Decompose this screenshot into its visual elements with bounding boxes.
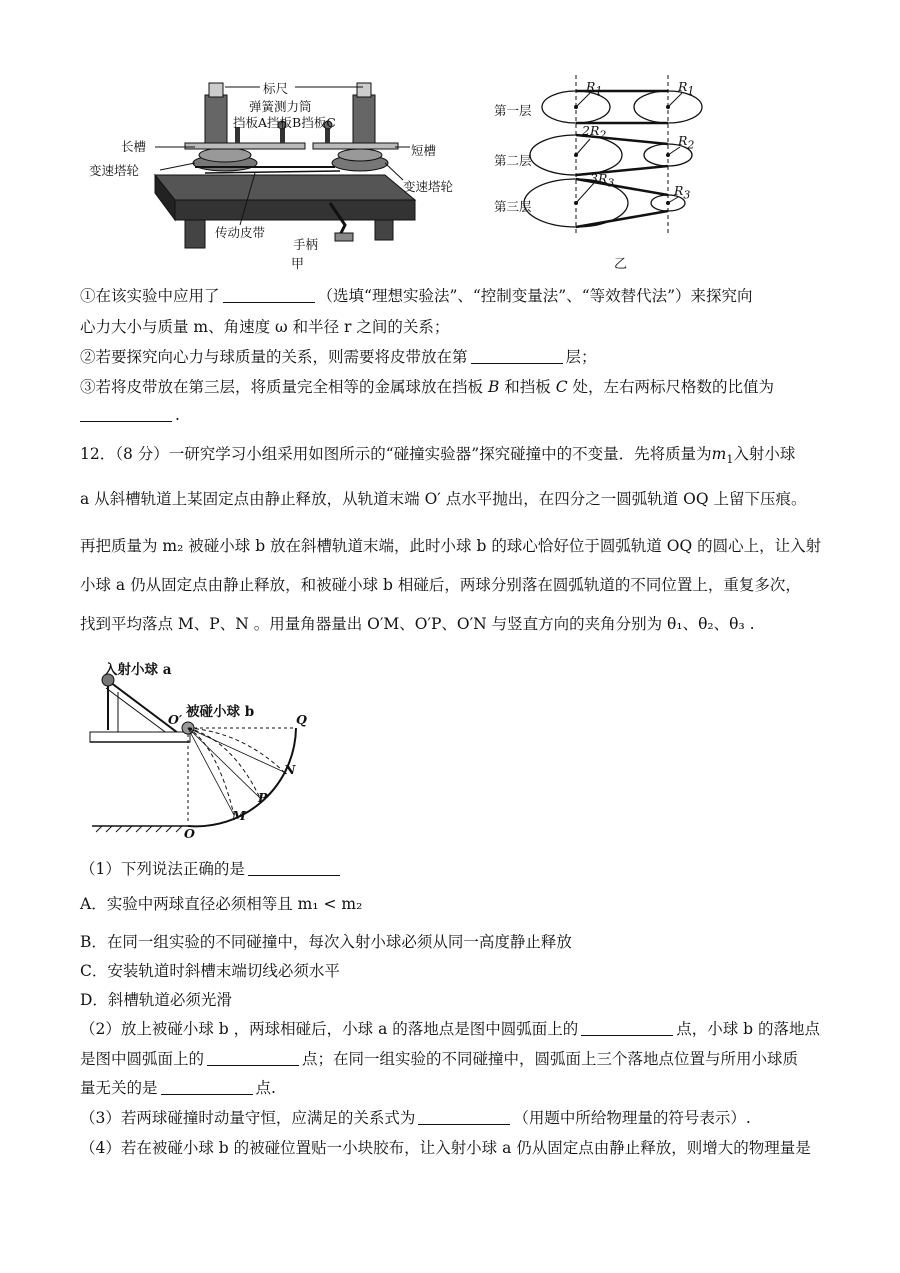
sub1-option-d[interactable]: D．斜槽轨道必须光滑 bbox=[80, 991, 232, 1009]
label-short-slot: 短槽 bbox=[411, 143, 437, 158]
layer-2-label: 第二层 bbox=[494, 153, 532, 168]
q12-stem-line-3: 再把质量为 m₂ 被碰小球 b 放在斜槽轨道末端，此时小球 b 的球心恰好位于圆弧轨道 OQ 的圆心上，让入射 bbox=[80, 537, 822, 555]
label-spring: 弹簧测力筒 bbox=[249, 99, 312, 114]
q12-stem-line-2: a 从斜槽轨道上某固定点由静止释放，从轨道末端 O′ 点水平抛出，在四分之一圆弧轨道 OQ 上留下压痕。 bbox=[80, 490, 807, 508]
answer-blank-sub1[interactable] bbox=[248, 860, 340, 876]
radius-l2-right: $R_2$ bbox=[678, 133, 695, 152]
radius-l3-right: $R_3$ bbox=[674, 183, 691, 202]
q12-stem-line-4: 小球 a 仍从固定点由静止释放，和被碰小球 b 相碰后，两球分别落在圆弧轨道的不同位置上，重复多次， bbox=[80, 576, 801, 594]
q11-item-3-cont: . bbox=[80, 404, 840, 426]
layer-1-label: 第一层 bbox=[494, 103, 532, 118]
answer-blank-mass-independent[interactable] bbox=[161, 1079, 253, 1095]
q11-item-2: ②若要探究向心力与球质量的关系，则需要将皮带放在第 层； bbox=[80, 348, 597, 366]
label-scale: 标尺 bbox=[263, 81, 289, 96]
figure-collision bbox=[82, 650, 332, 845]
q11-item-1: ①在该实验中应用了 （选填“理想实验法”、“控制变量法”、“等效替代法”）来探究向 bbox=[80, 287, 753, 305]
answer-blank-layer[interactable] bbox=[471, 348, 563, 364]
q12-stem-line-1: 12．（8 分）一研究学习小组采用如图所示的“碰撞实验器”探究碰撞中的不变量．先将质量为$m_1$入射小球 bbox=[80, 445, 796, 467]
answer-blank-a-landing[interactable] bbox=[581, 1020, 673, 1036]
label-o-prime: O′ bbox=[168, 712, 183, 727]
label-p: P bbox=[258, 790, 268, 805]
radius-l1-left: $R_1$ bbox=[586, 79, 603, 98]
sub1-option-a[interactable]: A．实验中两球直径必须相等且 m₁ < m₂ bbox=[80, 895, 363, 913]
label-long-slot: 长槽 bbox=[121, 139, 147, 154]
sub2-line-1: （2）放上被碰小球 b ，两球相碰后，小球 a 的落地点是图中圆弧面上的 点，小球 b 的落地点 bbox=[80, 1020, 821, 1038]
sub3-line: （3）若两球碰撞时动量守恒，应满足的关系式为 （用题中所给物理量的符号表示）. bbox=[80, 1109, 751, 1127]
label-n: N bbox=[284, 762, 296, 777]
answer-blank-method[interactable] bbox=[223, 287, 315, 303]
sub1-stem: （1）下列说法正确的是 bbox=[80, 858, 840, 880]
label-q: Q bbox=[296, 712, 307, 727]
label-m: M bbox=[232, 808, 246, 823]
caption-yi: 乙 bbox=[614, 257, 628, 272]
q11-item-1-cont: 心力大小与质量 m、角速度 ω 和半径 r 之间的关系； bbox=[80, 318, 450, 336]
sub2-line-2: 是图中圆弧面上的 点；在同一组实验的不同碰撞中，圆弧面上三个落地点位置与所用小球质 bbox=[80, 1050, 799, 1068]
q11-item-3: ③若将皮带放在第三层，将质量完全相等的金属球放在挡板 B 和挡板 C 处，左右两标尺格数的比值为 bbox=[80, 378, 775, 396]
radius-l1-right: $R_1$ bbox=[678, 79, 695, 98]
label-tower-left: 变速塔轮 bbox=[89, 163, 140, 178]
label-o: O bbox=[184, 826, 195, 841]
collision-drawing bbox=[82, 650, 332, 845]
answer-blank-ratio[interactable] bbox=[80, 406, 172, 422]
label-target-ball: 被碰小球 b bbox=[186, 704, 255, 720]
radius-l3-left: $3R_3$ bbox=[590, 171, 615, 190]
layer-3-label: 第三层 bbox=[494, 199, 532, 214]
sub1-option-c[interactable]: C．安装轨道时斜槽末端切线必须水平 bbox=[80, 962, 340, 980]
answer-blank-b-landing[interactable] bbox=[207, 1050, 299, 1066]
answer-blank-momentum[interactable] bbox=[418, 1109, 510, 1125]
label-baffles: 挡板A挡板B挡板C bbox=[233, 115, 336, 130]
radius-l2-left: $2R_2$ bbox=[582, 123, 607, 142]
sub2-line-3: 量无关的是 点. bbox=[80, 1079, 276, 1097]
label-incident-ball: 入射小球 a bbox=[104, 662, 172, 678]
figure-apparatus bbox=[85, 75, 454, 272]
figure-pulley-layers bbox=[490, 75, 760, 270]
label-belt: 传动皮带 bbox=[215, 225, 266, 240]
label-tower-right: 变速塔轮 bbox=[403, 179, 454, 194]
q12-stem-line-5: 找到平均落点 M、P、N 。用量角器量出 O′M、O′P、O′N 与竖直方向的夹角分别为 θ₁、θ₂、θ₃ . bbox=[80, 615, 755, 633]
sub1-option-b[interactable]: B．在同一组实验的不同碰撞中，每次入射小球必须从同一高度静止释放 bbox=[80, 933, 572, 951]
sub4-line: （4）若在被碰小球 b 的被碰位置贴一小块胶布，让入射小球 a 仍从固定点由静止释放，则增大的物理量是 bbox=[80, 1139, 811, 1157]
caption-jia: 甲 bbox=[291, 257, 305, 272]
label-handle: 手柄 bbox=[293, 237, 319, 252]
